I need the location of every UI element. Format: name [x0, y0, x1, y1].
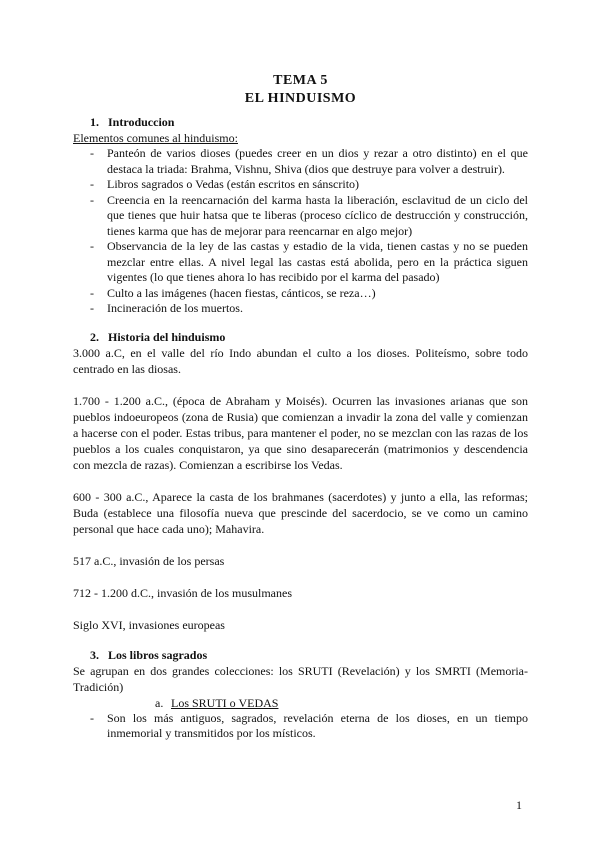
list-item: - Incineración de los muertos. [73, 301, 528, 317]
paragraph: Siglo XVI, invasiones europeas [73, 617, 225, 632]
section-3-list [73, 711, 528, 742]
section-1-heading [73, 114, 528, 130]
list-item: - Culto a las imágenes (hacen fiestas, cánticos, se reza…) [73, 286, 528, 302]
paragraph: 1.700 - 1.200 a.C., (época de Abraham y Moisés). Ocurren las invasiones arianas que son pueblos indoeuropeos (zona de Rusia) que comienzan a invadir la zona del valle y comienzan a hacerse con el poder. Estas tribus, para mantener el poder, no se mezclan con las razas de los pueblos a los cuales conquistaron, ya que sino desaparecerán (matrimonios y descendencia con mezcla de razas). Comienzan a escribirse los Vedas. [73, 393, 528, 472]
section-3-number: 3. [90, 647, 99, 662]
paragraph: 3.000 a.C, en el valle del río Indo abundan el culto a los dioses. Politeísmo, sobre todo centrado en las diosas. [73, 345, 528, 376]
section-2-number: 2. [90, 329, 99, 344]
paragraph: 712 - 1.200 d.C., invasión de los musulmanes [73, 585, 292, 600]
page-number: 1 [516, 798, 522, 812]
subsection-a-letter: a. [155, 695, 164, 710]
document-body [73, 72, 528, 742]
list-item: - Son los más antiguos, sagrados, revelación eterna de los dioses, en un tiempo inmemorial y transmitidos por los místicos. [73, 711, 528, 742]
section-1-title: Introduccion [108, 115, 175, 129]
section-1-subheading: Elementos comunes al hinduismo: [73, 131, 238, 145]
section-1-number: 1. [90, 115, 99, 129]
section-3-intro: Se agrupan en dos grandes colecciones: los SRUTI (Revelación) y los SMRTI (Memoria-Tradición) [73, 663, 528, 694]
section-2-title: Historia del hinduismo [108, 329, 226, 344]
subsection-a-heading [73, 695, 528, 711]
list-item: - Observancia de la ley de las castas y estadio de la vida, tienen castas y no se pueden mezclar entre ellas. A nivel legal las castas está abolida, pero en la práctica siguen vigentes (lo que tienes ahora lo has recibido por el karma del pasado) [73, 239, 528, 286]
list-item: - Panteón de varios dioses (puedes creer en un dios y rezar a otro distinto) en el que destaca la triada: Brahma, Vishnu, Shiva (dios que destruye para volver a destruir). [73, 146, 528, 177]
list-item: - Creencia en la reencarnación del karma hasta la liberación, esclavitud de un ciclo del que tienes que huir hatsa que te liberas (proceso cíclico de destrucción y construcción, tienes karma que has de mejorar para reencarnar en algo mejor) [73, 193, 528, 240]
list-item: - Libros sagrados o Vedas (están escritos en sánscrito) [73, 177, 528, 193]
title-line-2: EL HINDUISMO [244, 91, 357, 106]
subsection-a-title: Los SRUTI o VEDAS [171, 695, 279, 710]
section-3-title: Los libros sagrados [108, 647, 208, 662]
paragraph: 600 - 300 a.C., Aparece la casta de los brahmanes (sacerdotes) y junto a ella, las reformas; Buda (establece una filosofía nueva que prescinde del sacerdocio, se ve como un camino personal que hace cada uno); Mahavira. [73, 489, 528, 536]
section-2-heading [73, 329, 528, 345]
title-line-1: TEMA 5 [273, 73, 328, 88]
section-1-list [73, 146, 528, 317]
section-3-heading [73, 647, 528, 663]
paragraph: 517 a.C., invasión de los persas [73, 553, 225, 568]
